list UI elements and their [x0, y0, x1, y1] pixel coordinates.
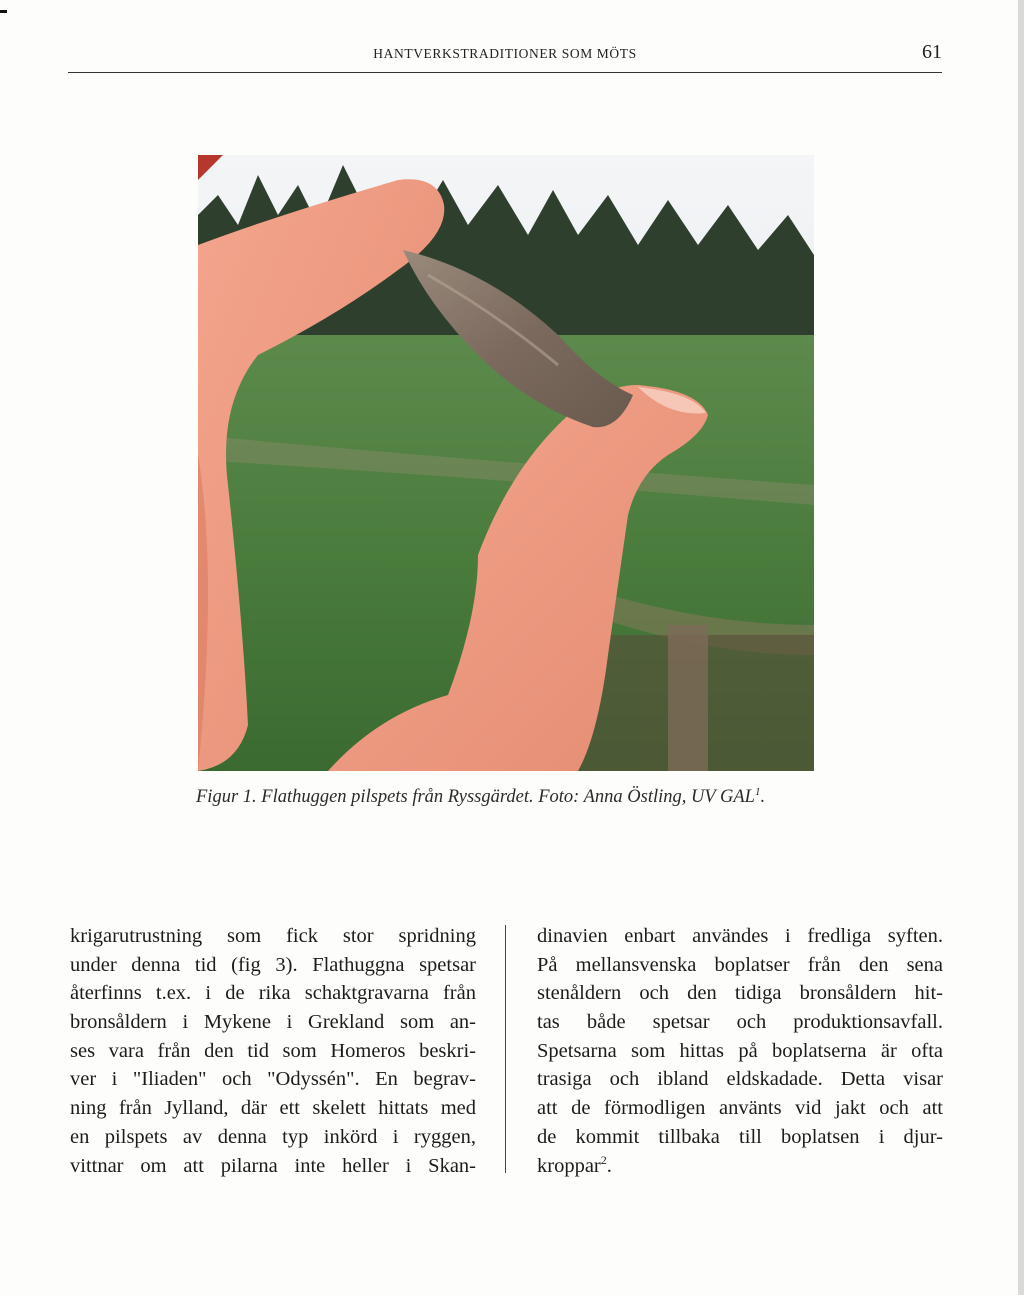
caption-footnote-ref: 1 [754, 786, 761, 798]
scan-edge-mark [0, 10, 7, 13]
running-header [68, 40, 942, 73]
running-title: HANTVERKSTRADITIONER SOM MÖTS [373, 46, 637, 61]
text-line: bronsåldern i Mykene i Grekland som an- [70, 1011, 476, 1034]
text-line: en pilspets av denna typ inkörd i ryggen, [70, 1125, 476, 1148]
caption-text: Figur 1. Flathuggen pilspets från Ryssgärdet. Foto: Anna Östling, UV GAL [196, 787, 755, 808]
text-line: tas både spetsar och produktionsavfall. [537, 1011, 943, 1034]
right-column [537, 922, 943, 1180]
text-line: att de förmodligen använts vid jakt och att [537, 1097, 943, 1120]
left-column [70, 922, 476, 1180]
text-line: under denna tid (fig 3). Flathuggna spetsar [70, 953, 476, 976]
text-line: ver i "Iliaden" och "Odyssén". En begrav- [70, 1068, 476, 1091]
text-line: krigarutrustning som fick stor spridning [70, 925, 476, 947]
text-line: På mellansvenska boplatser från den sena [537, 953, 943, 976]
figure-caption: Figur 1. Flathuggen pilspets från Ryssgärdet. Foto: Anna Östling, UV GAL$^1$. [196, 786, 766, 808]
text-line: trasiga och ibland eldskadade. Detta visar [537, 1068, 943, 1091]
text-line: de kommit tillbaka till boplatsen i djur- [537, 1125, 943, 1148]
text-line-last [537, 1152, 943, 1181]
text-line: Spetsarna som hittas på boplatserna är ofta [537, 1039, 943, 1062]
arrowhead-photo [198, 155, 814, 771]
sentence-end: . [606, 1154, 612, 1177]
text-line: ses vara från den tid som Homeros beskri- [70, 1039, 476, 1062]
column-divider [505, 925, 506, 1173]
text-line: ning från Jylland, där ett skelett hittats med [70, 1097, 476, 1120]
text-line: stenåldern och den tidiga bronsåldern hit- [537, 982, 943, 1005]
text-line: vittnar om att pilarna inte heller i Skan- [70, 1154, 476, 1177]
footnote-ref: 2 [600, 1152, 607, 1167]
page-number: 61 [922, 41, 942, 63]
text-line: dinavien enbart användes i fredliga syften. [537, 925, 943, 947]
page-edge [1018, 0, 1024, 1295]
text-line-content: kroppar [537, 1154, 601, 1177]
text-line: återfinns t.ex. i de rika schaktgravarna från [70, 982, 476, 1005]
